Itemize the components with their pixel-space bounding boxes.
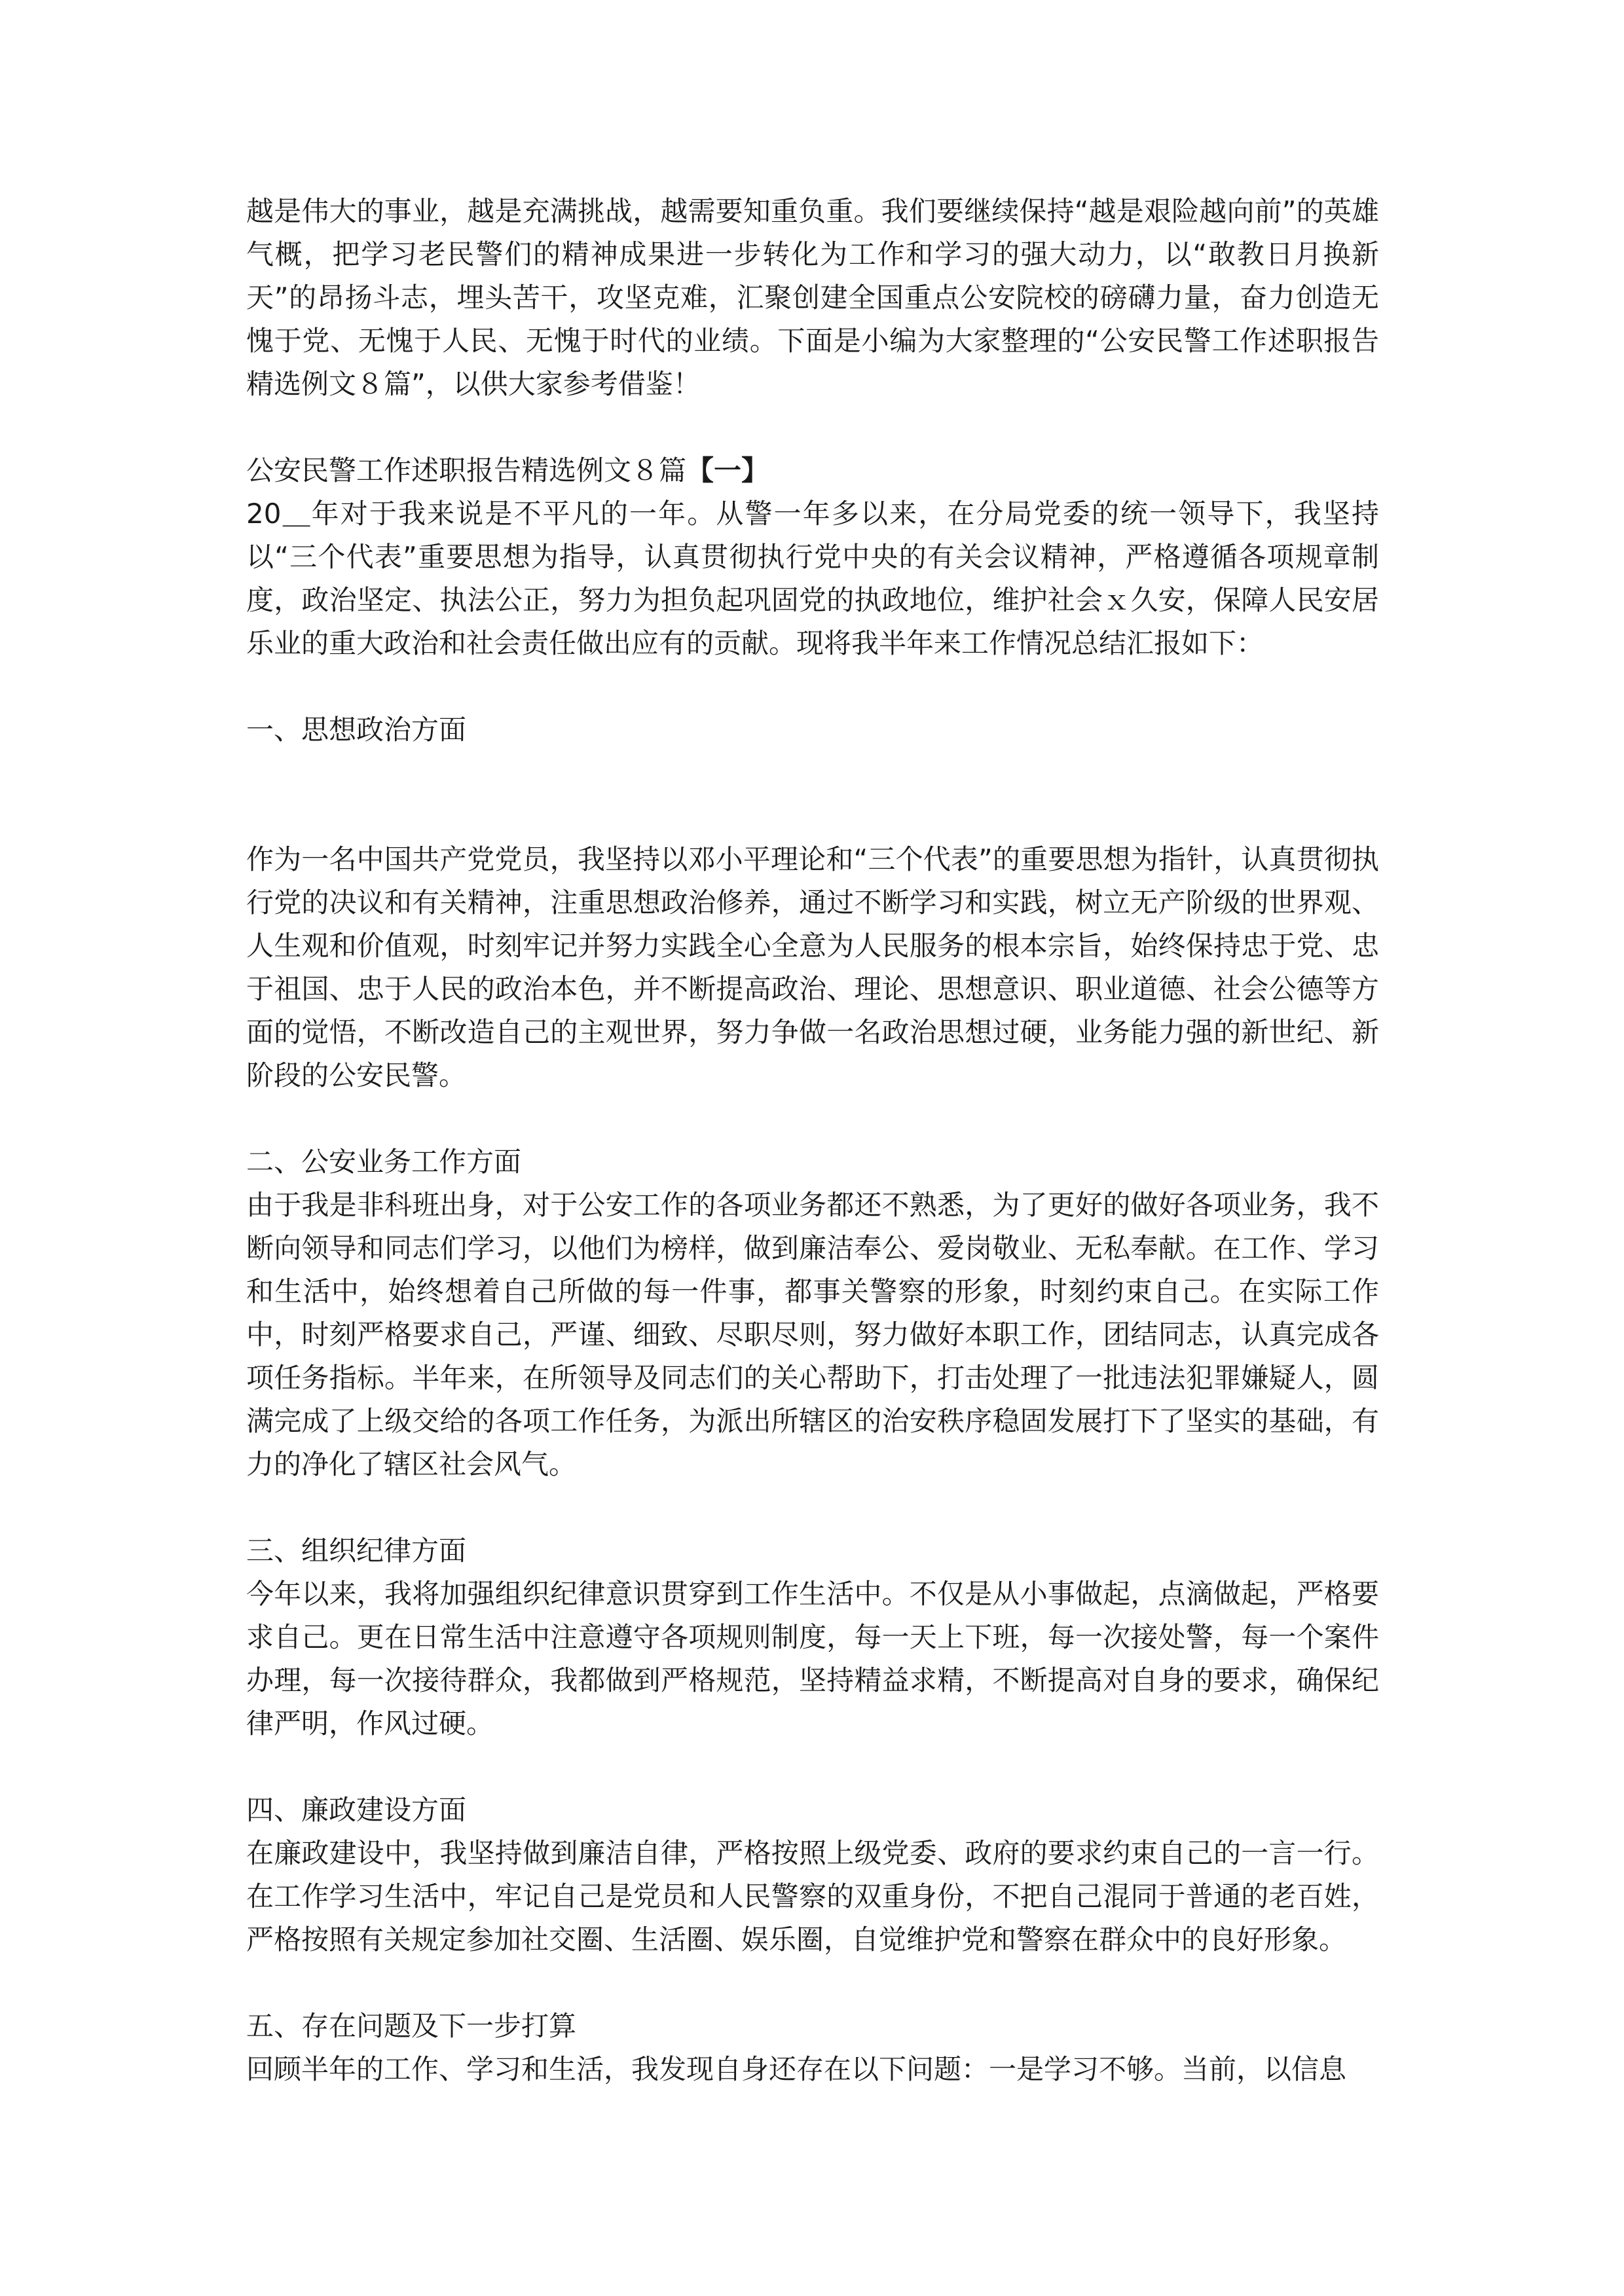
spacer	[246, 1486, 1379, 1529]
intro-paragraph: 越是伟大的事业，越是充满挑战，越需要知重负重。我们要继续保持“越是艰险越向前”的英雄气概，把学习老民警们的精神成果进一步转化为工作和学习的强大动力，以“敢教日月换新天”的昂扬斗志，埋头苦干，攻坚克难，汇聚创建全国重点公安院校的磅礴力量，奋力创造无愧于党、无愧于人民、无愧于时代的业绩。下面是小编为大家整理的“公安民警工作述职报告精选例文８篇”，以供大家参考借鉴！	[246, 195, 1379, 400]
section-heading-4: 四、廉政建设方面	[246, 1794, 467, 1826]
spacer	[246, 1961, 1379, 2005]
article-title	[246, 449, 1379, 492]
section-body-2: 由于我是非科班出身，对于公安工作的各项业务都还不熟悉，为了更好的做好各项业务，我不断向领导和同志们学习，以他们为榜样，做到廉洁奉公、爱岗敬业、无私奉献。在工作、学习和生活中，始终想着自己所做的每一件事，都事关警察的形象，时刻约束自己。在实际工作中，时刻严格要求自己，严谨、细致、尽职尽则，努力做好本职工作，团结同志，认真完成各项任务指标。半年来，在所领导及同志们的关心帮助下，打击处理了一批违法犯罪嫌疑人，圆满完成了上级交给的各项工作任务，为派出所辖区的治安秩序稳固发展打下了坚实的基础，有力的净化了辖区社会风气。	[246, 1189, 1379, 1480]
spacer	[246, 406, 1379, 449]
section-heading-1: 一、思想政治方面	[246, 714, 467, 746]
section-body-3: 今年以来，我将加强组织纪律意识贯穿到工作生活中。不仅是从小事做起，点滴做起，严格要求自己。更在日常生活中注意遵守各项规则制度，每一天上下班，每一次接处警，每一个案件办理，每一次接待群众，我都做到严格规范，坚持精益求精，不断提高对自身的要求，确保纪律严明，作风过硬。	[246, 1578, 1379, 1740]
spacer	[246, 752, 1379, 838]
spacer	[246, 1745, 1379, 1789]
document-page	[246, 190, 1379, 2091]
spacer	[246, 1097, 1379, 1140]
spacer	[246, 665, 1379, 708]
section-heading-5: 五、存在问题及下一步打算	[246, 2010, 577, 2042]
opening-paragraph: 20＿年对于我来说是不平凡的一年。从警一年多以来，在分局党委的统一领导下，我坚持以“三个代表”重要思想为指导，认真贯彻执行党中央的有关会议精神，严格遵循各项规章制度，政治坚定、执法公正，努力为担负起巩固党的执政地位，维护社会ｘ久安，保障人民安居乐业的重大政治和社会责任做出应有的贡献。现将我半年来工作情况总结汇报如下：	[246, 498, 1379, 659]
section-body-4: 在廉政建设中，我坚持做到廉洁自律，严格按照上级党委、政府的要求约束自己的一言一行。在工作学习生活中，牢记自己是党员和人民警察的双重身份，不把自己混同于普通的老百姓，严格按照有关规定参加社交圈、生活圈、娱乐圈，自觉维护党和警察在群众中的良好形象。	[246, 1837, 1379, 1956]
article-number: 【一】	[686, 454, 769, 486]
section-body-1: 作为一名中国共产党党员，我坚持以邓小平理论和“三个代表”的重要思想为指针，认真贯彻执行党的决议和有关精神，注重思想政治修养，通过不断学习和实践，树立无产阶级的世界观、人生观和价值观，时刻牢记并努力实践全心全意为人民服务的根本宗旨，始终保持忠于党、忠于祖国、忠于人民的政治本色，并不断提高政治、理论、思想意识、职业道德、社会公德等方面的觉悟，不断改造自己的主观世界，努力争做一名政治思想过硬，业务能力强的新世纪、新阶段的公安民警。	[246, 843, 1379, 1091]
section-body-5: 回顾半年的工作、学习和生活，我发现自身还存在以下问题：一是学习不够。当前，以信息	[246, 2053, 1347, 2085]
section-heading-2: 二、公安业务工作方面	[246, 1146, 522, 1178]
article-title-text: 公安民警工作述职报告精选例文８篇	[246, 454, 687, 486]
section-heading-3: 三、组织纪律方面	[246, 1535, 467, 1567]
